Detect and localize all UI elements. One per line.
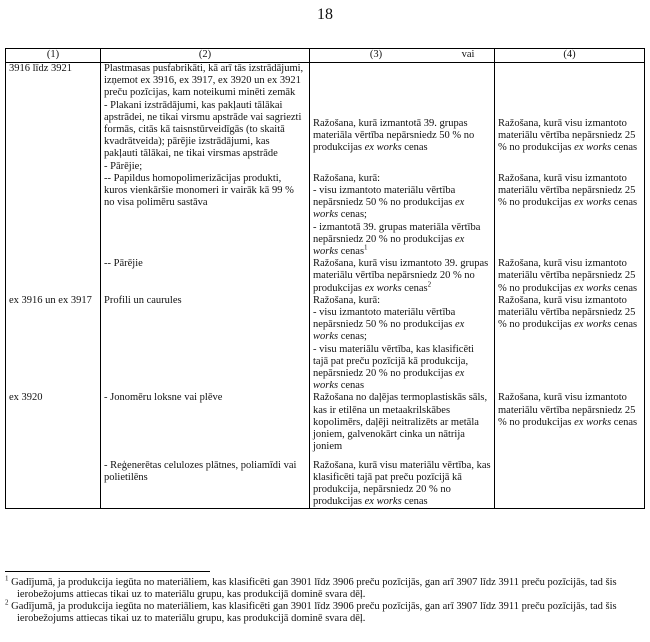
footnote-2: $^2$ Gadījumā, ja produkcija iegūta no materiāliem, kas klasificēti gan 3901 līdz 3906 preču pozīcijās, gan arī 3907 līdz 3911 preču pozīcijās, tad šis ierobežojums attiecas tikai uz to materiālu grupu, kas produkcijā dominē svara dēļ. (5, 598, 617, 624)
goods-description: Profili un caurules (101, 295, 310, 393)
alternative-rule: Ražošana, kurā visu izmantoto materiālu vērtība nepārsniedz 25 % no produkcijas ex works cenas (495, 63, 645, 161)
working-rule: Ražošana, kurā izmantotā 39. grupas materiāla vērtība nepārsniedz 50 % no produkcijas ex works cenas (310, 63, 495, 161)
header-col-1: (1) (6, 49, 101, 63)
working-rule: Ražošana, kurā: - visu izmantoto materiālu vērtība nepārsniedz 50 % no produkcijas ex works cenas; - visu materiālu vērtība, kas klasificēti tajā pat preču pozīcijā kā produkcija, nepārsniedz 20 % no produkcijas ex works cenas (310, 295, 495, 393)
hs-code: 3916 līdz 3921 (6, 63, 101, 161)
table-row (6, 173, 645, 258)
alternative-rule: Ražošana, kurā visu izmantoto materiālu vērtība nepārsniedz 25 % no produkcijas ex works cenas (495, 392, 645, 453)
table-row (6, 454, 645, 509)
goods-description: -- Pārējie (101, 258, 310, 295)
goods-description: -- Papildus homopolimerizācijas produkti, kuros vienkāršie monomeri ir vairāk kā 99 % no visa polimēru sastāva (101, 173, 310, 258)
table-header-row (6, 49, 645, 63)
table-row (6, 258, 645, 295)
footnote-1: $^1$ Gadījumā, ja produkcija iegūta no materiāliem, kas klasificēti gan 3901 līdz 3906 preču pozīcijās, gan arī 3907 līdz 3911 preču pozīcijās, tad šis ierobežojums attiecas tikai uz to materiālu grupu, kas produkcijā dominē svara dēļ. (5, 574, 617, 600)
header-col-2: (2) (101, 49, 310, 63)
goods-description-sub: - Plakani izstrādājumi, kas pakļauti tālākai apstrādei, ne tikai virsmu apstrāde vai sagriezti formās, citās kā taisnstūrveidīgās (to skaitā kvadrātveida); pārējie izstrādājumi, kas pakļauti tālākai, ne tikai virsmas apstrāde (104, 99, 302, 160)
working-rule: Ražošana, kurā visu izmantoto 39. grupas materiālu vērtība nepārsniedz 20 % no produkcijas ex works cenas$^2$ (310, 258, 495, 295)
table-row (6, 392, 645, 453)
alternative-rule: Ražošana, kurā visu izmantoto materiālu vērtība nepārsniedz 25 % no produkcijas ex works cenas (495, 258, 645, 295)
header-col-3-label: (3) (369, 49, 383, 60)
hs-code: ex 3920 (6, 392, 101, 453)
working-rule: Ražošana, kurā: - visu izmantoto materiālu vērtība nepārsniedz 50 % no produkcijas ex works cenas; - izmantotā 39. grupas materiāla vērtība nepārsniedz 20 % no produkcijas ex works cenas$^1$ (310, 173, 495, 258)
table-row (6, 295, 645, 393)
working-rule: Ražošana, kurā visu materiālu vērtība, kas klasificēti tajā pat preču pozīcijā kā produkcija, nepārsniedz 20 % no produkcijas ex works cenas (310, 454, 495, 509)
header-col-4: (4) (495, 49, 645, 63)
header-or-label: vai (461, 49, 475, 60)
goods-description: - Reģenerētas celulozes plātnes, poliamīdi vai polietilēns (101, 454, 310, 509)
footnote-divider (5, 571, 210, 572)
goods-description-main: Plastmasas pusfabrikāti, kā arī tās izstrādājumi, izņemot ex 3916, ex 3917, ex 3920 un ex 3921 preču pozīcijas, kam noteikumi minēti zemāk (104, 63, 304, 99)
goods-description (101, 63, 310, 161)
alternative-rule: Ražošana, kurā visu izmantoto materiālu vērtība nepārsniedz 25 % no produkcijas ex works cenas (495, 173, 645, 258)
header-col-3 (310, 49, 495, 63)
page-number: 18 (317, 6, 333, 23)
table-row (6, 63, 645, 161)
working-rule: Ražošana no daļējas termoplastiskās sāls, kas ir etilēna un metaakrilskābes kopolimērs, daļēji neitralizēts ar metāla joniem, galvenokārt cinka un nātrija joniem (310, 392, 495, 453)
origin-rules-table (5, 48, 645, 509)
alternative-rule: Ražošana, kurā visu izmantoto materiālu vērtība nepārsniedz 25 % no produkcijas ex works cenas (495, 295, 645, 393)
hs-code: ex 3916 un ex 3917 (6, 295, 101, 393)
footnote-ref[interactable]: 2 (427, 280, 432, 289)
table-row (6, 161, 645, 173)
goods-description: - Pārējie; (101, 161, 310, 173)
footnotes (5, 571, 645, 625)
footnote-ref[interactable]: 1 (364, 243, 368, 252)
goods-description: - Jonomēru loksne vai plēve (101, 392, 310, 453)
